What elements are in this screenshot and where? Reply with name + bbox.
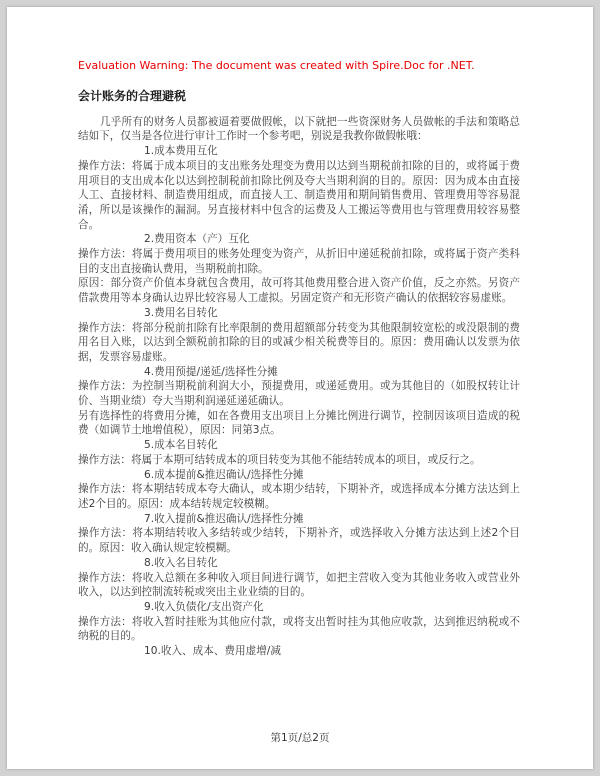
intro-paragraph: 几乎所有的财务人员都被逼着要做假帐，以下就把一些资深财务人员做帐的手法和策略总结如下，仅当是各位进行审计工作时一个参考吧，别说是我教你做假帐哦： [78, 115, 520, 143]
section-paragraph: 操作方法：将属于本期可结转成本的项目转变为其他不能结转成本的项目，或反行之。 [78, 453, 481, 466]
section-heading: 5.成本名目转化 [144, 439, 218, 452]
section-heading: 4.费用预提/递延/选择性分摊 [144, 365, 278, 378]
document-title: 会计账务的合理避税 [78, 89, 187, 103]
section-paragraph: 操作方法：将收入总额在多种收入项目间进行调节，如把主营收入变为其他业务收入或营业外收入，以达到控制流转税或突出主业业绩的目的。 [78, 571, 520, 599]
evaluation-warning-text: Evaluation Warning: The document was created with Spire.Doc for .NET. [78, 59, 475, 72]
section-paragraph: 原因：部分资产价值本身就包含费用，故可将其他费用整合进入资产价值，反之亦然。另资产借款费用等本身确认边界比较容易人工虚拟。另固定资产和无形资产确认的依据较容易虚账。 [78, 277, 520, 305]
section-paragraph: 操作方法：将本期结转收入多结转或少结转，下期补齐，或选择收入分摊方法达到上述2个目的。原因：收入确认规定较模糊。 [78, 527, 520, 555]
section-paragraph: 操作方法：为控制当期税前利润大小，预提费用，或递延费用。或为其他目的（如股权转让计价、当期业绩）夸大当期利润递延递延确认。 [78, 380, 520, 408]
section-heading: 2.费用资本（产）互化 [144, 233, 250, 246]
document-content [78, 59, 520, 659]
section-paragraph: 操作方法：将属于成本项目的支出账务处理变为费用以达到当期税前扣除的目的，或将属于费用项目的支出成本化以达到控制税前扣除比例及夸大当期利润的目的。原因：因为成本由直接人工、直接材料、制造费用组成，而直接人工、制造费用和期间销售费用、管理费用等容易混淆，所以是该操作的漏洞。另直接材料中包含的运费及人工搬运等费用也与管理费用较容易整合。 [78, 159, 520, 231]
section-heading: 6.成本提前&推迟确认/选择性分摊 [144, 468, 304, 481]
section-paragraph: 操作方法：将属于费用项目的账务处理变为资产，从折旧中递延税前扣除，或将属于资产类科目的支出直接确认费用，当期税前扣除。 [78, 248, 520, 275]
page-number-footer: 第1页/总2页 [270, 732, 330, 744]
section-heading: 10.收入、成本、费用虚增/减 [144, 645, 281, 658]
section-heading: 9.收入负债化/支出资产化 [144, 600, 264, 613]
section-paragraph: 操作方法：将收入暂时挂账为其他应付款，或将支出暂时挂为其他应收款，达到推迟纳税或不纳税的目的。 [78, 615, 520, 643]
section-heading: 7.收入提前&推迟确认/选择性分摊 [144, 512, 304, 525]
section-heading: 3.费用名目转化 [144, 306, 218, 319]
document-page [7, 7, 593, 769]
section-heading: 1.成本费用互化 [144, 145, 218, 158]
section-paragraph: 操作方法：将部分税前扣除有比率限制的费用超额部分转变为其他限制较宽松的或没限制的费用名目入账，以达到全额税前扣除的目的或减少相关税费等目的。原因：费用确认以发票为依据，发票容易虚账。 [78, 321, 520, 363]
section-paragraph: 操作方法：将本期结转成本夸大确认，或本期少结转，下期补齐，或选择成本分摊方法达到上述2个目的。原因：成本结转规定较模糊。 [78, 483, 520, 510]
section-heading: 8.收入名目转化 [144, 556, 218, 569]
document-sections [78, 144, 520, 659]
section-paragraph: 另有选择性的将费用分摊，如在各费用支出项目上分摊比例进行调节，控制因该项目造成的税费（如调节土地增值税），原因：同第3点。 [78, 409, 520, 437]
